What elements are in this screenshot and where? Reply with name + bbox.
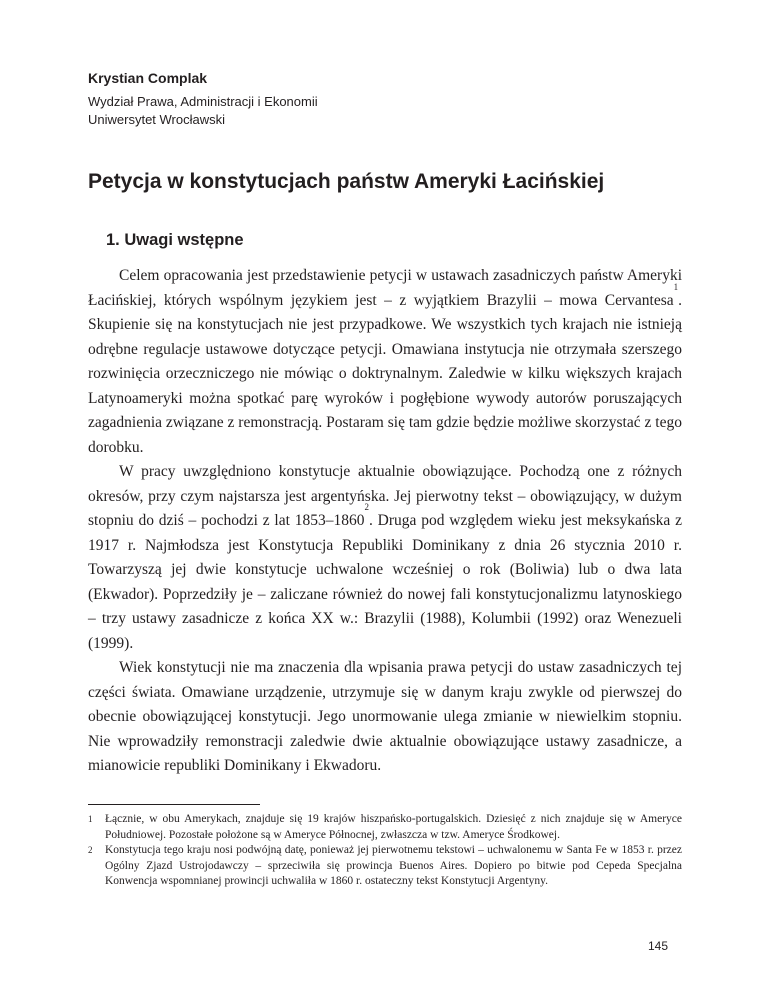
affiliation-university: Uniwersytet Wrocławski <box>88 112 226 127</box>
paragraph <box>88 656 682 779</box>
paragraph-text: . Druga pod względem wieku jest meksykańska z 1917 r. Najmłodsza jest Konstytucja Republiki Dominikany z dnia 26 stycznia 2010 r. Towarzyszą jej dwie konstytucje uchwalone wcześniej o rok (Boliwia) lub o dwa lata (Ekwador). Poprzedziły je – zaliczane również do nowej fali konstytucjonalizmu latynoskiego – trzy ustawy zasadnicze z końca XX w.: Brazylii (1988), Kolumbii (1992) oraz Wenezueli (1999). <box>88 512 682 652</box>
footnote-divider <box>88 804 260 805</box>
footnote <box>88 812 682 843</box>
page-number: 145 <box>648 939 669 953</box>
footnote-number: 1 <box>88 814 93 824</box>
article-title: Petycja w konstytucjach państw Ameryki Łacińskiej <box>88 170 605 193</box>
footnotes <box>88 812 682 890</box>
author-name: Krystian Complak <box>88 70 208 86</box>
footnote-text: Konstytucja tego kraju nosi podwójną datę, ponieważ jej pierwotnemu tekstowi – uchwalonemu w Santa Fe w 1853 r. przez Ogólny Zjazd Ustrojodawczy – sprzeciwiła się prowincja Buenos Aires. Dopiero po bitwie pod Cepeda Specjalna Konwencja wspomnianej prowincji uchwaliła w 1860 r. ostateczny tekst Konstytucji Argentyny. <box>105 844 682 887</box>
paragraph <box>88 264 682 460</box>
paragraph-text: Wiek konstytucji nie ma znaczenia dla wpisania prawa petycji do ustaw zasadniczych tej części świata. Omawiane urządzenie, utrzymuje się w danym kraju zwykle od pierwszej do obecnie obowiązującej konstytucji. Jego unormowanie ulega zmianie w niewielkim stopniu. Nie wprowadziły remonstracji zaledwie dwie aktualnie obowiązujące ustawy zasadnicze, a mianowicie republiki Dominikany i Ekwadoru. <box>88 659 682 774</box>
section-heading: 1. Uwagi wstępne <box>106 231 244 249</box>
paragraph <box>88 460 682 656</box>
article-body <box>88 264 682 779</box>
paragraph-text: . Skupienie się na konstytucjach nie jest przypadkowe. We wszystkich tych krajach nie istnieją odrębne regulacje ustawowe dotyczące petycji. Omawiana instytucja nie otrzymała szerszego rozwinięcia orzeczniczego nie mówiąc o doktrynalnym. Zaledwie w kilku większych krajach Latynoameryki można spotkać parę wyroków i pogłębione wywody autorów poruszających zagadnienia związane z remonstracją. Postaram się tam gdzie będzie możliwe skorzystać z tego dorobku. <box>88 291 682 456</box>
footnote-ref: 2 <box>364 502 369 512</box>
footnote-ref: 1 <box>673 281 679 292</box>
paragraph-text: Celem opracowania jest przedstawienie petycji w ustawach zasadniczych państw Ameryki Łacińskiej, których wspólnym językiem jest – z wyjątkiem Brazylii – mowa Cervantesa <box>88 267 682 309</box>
footnote-text: Łącznie, w obu Amerykach, znajduje się 19 krajów hiszpańsko-portugalskich. Dziesięć z nich znajduje się w Ameryce Południowej. Pozostałe położone są w Ameryce Północnej, zwłaszcza w tzw. Ameryce Środkowej. <box>105 813 682 841</box>
affiliation-faculty: Wydział Prawa, Administracji i Ekonomii <box>88 94 318 109</box>
footnote-number: 2 <box>88 845 93 855</box>
footnote <box>88 843 682 890</box>
paragraph-text: W pracy uwzględniono konstytucje aktualnie obowiązujące. Pochodzą one z różnych okresów, przy czym najstarsza jest argentyńska. Jej pierwotny tekst – obowiązujący, w dużym stopniu do dziś – pochodzi z lat 1853–1860 <box>88 463 682 529</box>
